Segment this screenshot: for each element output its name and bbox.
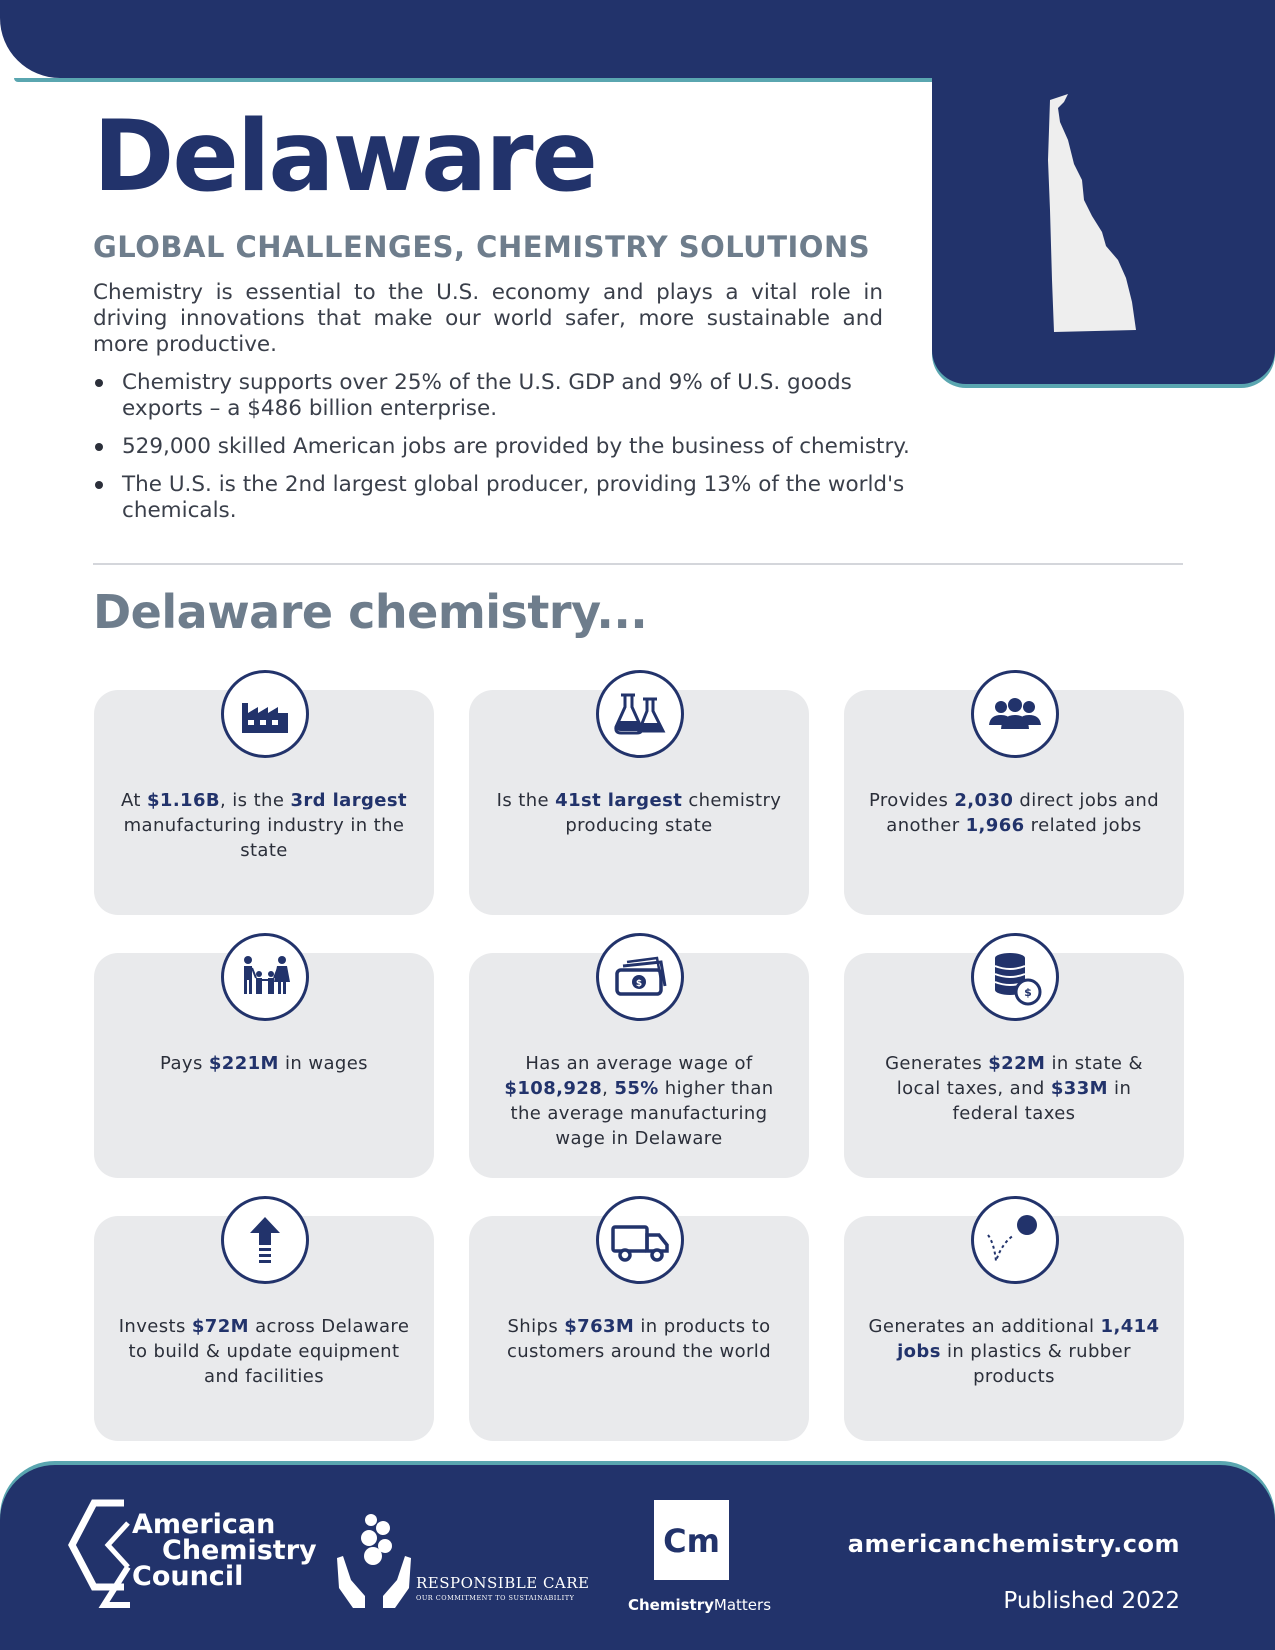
cm-mark: Cm [663, 1522, 720, 1560]
responsible-care-title: RESPONSIBLE CARE [416, 1574, 590, 1592]
stat-highlight: 3rd largest [290, 790, 407, 811]
stat-phrase: Is the [496, 790, 556, 811]
stat-phrase: Has an average wage of [525, 1053, 753, 1074]
stat-highlight: 41st largest [555, 790, 683, 811]
delaware-map-icon [932, 40, 1275, 384]
page-subtitle: GLOBAL CHALLENGES, CHEMISTRY SOLUTIONS [93, 230, 871, 264]
stat-phrase: Generates an additional [868, 1316, 1101, 1337]
stat-highlight: $221M [208, 1053, 279, 1074]
cm-label-rest: Matters [713, 1596, 772, 1614]
truck-icon [596, 1196, 684, 1284]
cm-label-bold: Chemistry [628, 1596, 714, 1614]
stat-highlight: 1,414 jobs [897, 1316, 1160, 1362]
stat-phrase: Provides [868, 790, 955, 811]
responsible-care-hands-icon [335, 1508, 425, 1608]
stat-text [862, 788, 1166, 838]
stat-phrase: higher than the average manufacturing wage in Delaware [510, 1078, 774, 1149]
stat-card [469, 953, 809, 1178]
stat-card [844, 690, 1184, 915]
stat-text [487, 1314, 791, 1364]
upload-arrow-icon [221, 1196, 309, 1284]
money-icon [596, 933, 684, 1021]
stat-phrase: Ships [507, 1316, 565, 1337]
stat-highlight: 2,030 [954, 790, 1014, 811]
stat-phrase: Invests [118, 1316, 192, 1337]
bullet-item: Chemistry supports over 25% of the U.S. GDP and 9% of U.S. goods exports – a $486 billion enterprise. [93, 370, 913, 422]
stat-phrase: direct jobs and another [886, 790, 1160, 836]
stat-card [844, 1216, 1184, 1441]
stat-phrase: in federal taxes [952, 1078, 1132, 1124]
stat-highlight: $763M [564, 1316, 635, 1337]
stat-card [469, 690, 809, 915]
stat-phrase: in wages [278, 1053, 368, 1074]
stat-highlight: $1.16B [146, 790, 221, 811]
stat-text [862, 1314, 1166, 1389]
stat-text [112, 788, 416, 863]
svg-text:$: $ [635, 979, 643, 989]
flasks-icon [596, 670, 684, 758]
page-title: Delaware [93, 100, 596, 214]
stat-highlight: $22M [988, 1053, 1046, 1074]
stat-highlight: 1,966 [965, 815, 1025, 836]
stat-text [112, 1051, 416, 1076]
acc-logo-text [132, 1509, 317, 1592]
stat-text [487, 788, 791, 838]
acc-line: Council [132, 1561, 244, 1592]
stat-phrase: in products to customers around the world [506, 1316, 772, 1362]
stat-text [862, 1051, 1166, 1126]
intro-paragraph: Chemistry is essential to the U.S. economy and plays a vital role in driving innovations that make our world safer, more sustainable and more productive. [93, 280, 883, 357]
stat-text [112, 1314, 416, 1389]
bullet-item: 529,000 skilled American jobs are provided by the business of chemistry. [93, 434, 913, 460]
stat-phrase: across Delaware to build & update equipment and facilities [128, 1316, 410, 1387]
people-group-icon [971, 670, 1059, 758]
stat-phrase: At [120, 790, 147, 811]
stat-phrase: , is the [220, 790, 291, 811]
chemistry-matters-logo [654, 1500, 729, 1580]
stat-card [94, 953, 434, 1178]
stat-phrase: in state & local taxes, and [896, 1053, 1143, 1099]
state-map-panel [932, 40, 1275, 384]
stat-text [487, 1051, 791, 1151]
section-divider [93, 563, 1183, 565]
coin-stack-icon [971, 933, 1059, 1021]
stat-highlight: $72M [191, 1316, 249, 1337]
stat-phrase: , [602, 1078, 615, 1099]
stat-card [844, 953, 1184, 1178]
section-title: Delaware chemistry... [93, 585, 648, 639]
stat-phrase: Pays [160, 1053, 209, 1074]
stat-card [94, 1216, 434, 1441]
bullet-item: The U.S. is the 2nd largest global producer, providing 13% of the world's chemicals. [93, 472, 913, 524]
acc-line: Chemistry [162, 1535, 317, 1566]
factory-icon [221, 670, 309, 758]
stat-highlight: $33M [1050, 1078, 1108, 1099]
acc-line: American [132, 1509, 276, 1540]
stat-highlight: 55% [614, 1078, 659, 1099]
stat-phrase: related jobs [1024, 815, 1142, 836]
stat-phrase: manufacturing industry in the state [123, 815, 405, 861]
stat-card [469, 1216, 809, 1441]
chemistry-matters-label [628, 1596, 771, 1614]
fact-bullets [93, 370, 913, 536]
family-icon [221, 933, 309, 1021]
svg-text:$: $ [1024, 986, 1032, 999]
responsible-care-subtitle: OUR COMMITMENT TO SUSTAINABILITY [416, 1594, 575, 1602]
published-year: Published 2022 [1003, 1588, 1180, 1614]
stat-highlight: $108,928 [504, 1078, 603, 1099]
stat-card [94, 690, 434, 915]
website-link[interactable]: americanchemistry.com [847, 1530, 1180, 1558]
stat-phrase: chemistry producing state [565, 790, 782, 836]
stat-phrase: Generates [885, 1053, 989, 1074]
stat-phrase: in plastics & rubber products [940, 1341, 1131, 1387]
bouncing-ball-icon [971, 1196, 1059, 1284]
